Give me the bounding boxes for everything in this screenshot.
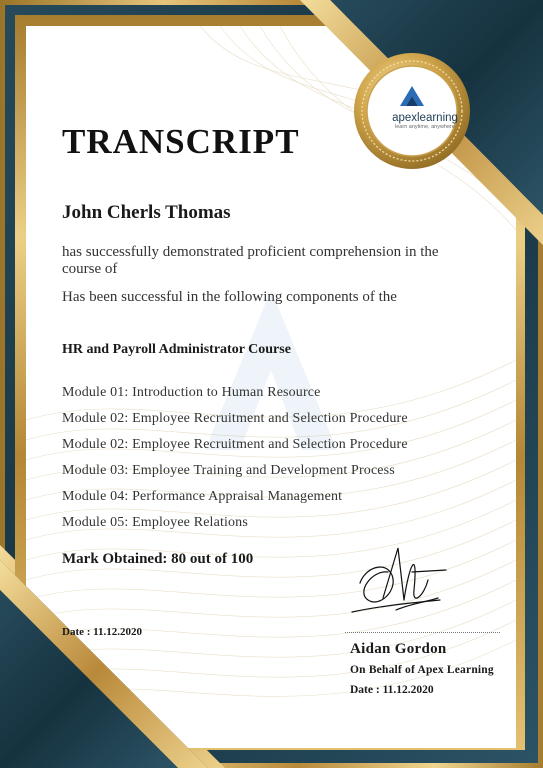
module-item: Module 03: Employee Training and Development Process — [62, 463, 395, 478]
mark-obtained: Mark Obtained: 80 out of 100 — [62, 551, 254, 567]
statement-line-3: Has been successful in the following components of the — [62, 289, 397, 305]
badge-brand: apexlearning — [392, 112, 458, 124]
module-item: Module 02: Employee Recruitment and Selection Procedure — [62, 437, 408, 452]
document-title: TRANSCRIPT — [62, 122, 300, 161]
recipient-name: John Cherls Thomas — [62, 202, 231, 223]
module-item: Module 01: Introduction to Human Resource — [62, 385, 321, 400]
module-item: Module 02: Employee Recruitment and Selection Procedure — [62, 411, 408, 426]
signature-line — [345, 632, 500, 633]
signatory-date: Date : 11.12.2020 — [350, 684, 434, 696]
module-item: Module 04: Performance Appraisal Management — [62, 489, 343, 504]
statement-line-2: course of — [62, 261, 118, 277]
statement-line-1: has successfully demonstrated proficient comprehension in the — [62, 244, 439, 260]
signatory-role: On Behalf of Apex Learning — [350, 664, 494, 676]
badge-tagline: learn anytime, anywhere — [395, 124, 455, 130]
signatory-name: Aidan Gordon — [350, 641, 447, 657]
seal-badge — [354, 53, 470, 169]
module-item: Module 05: Employee Relations — [62, 515, 248, 530]
course-name: HR and Payroll Administrator Course — [62, 342, 291, 357]
issue-date: Date : 11.12.2020 — [62, 626, 143, 638]
